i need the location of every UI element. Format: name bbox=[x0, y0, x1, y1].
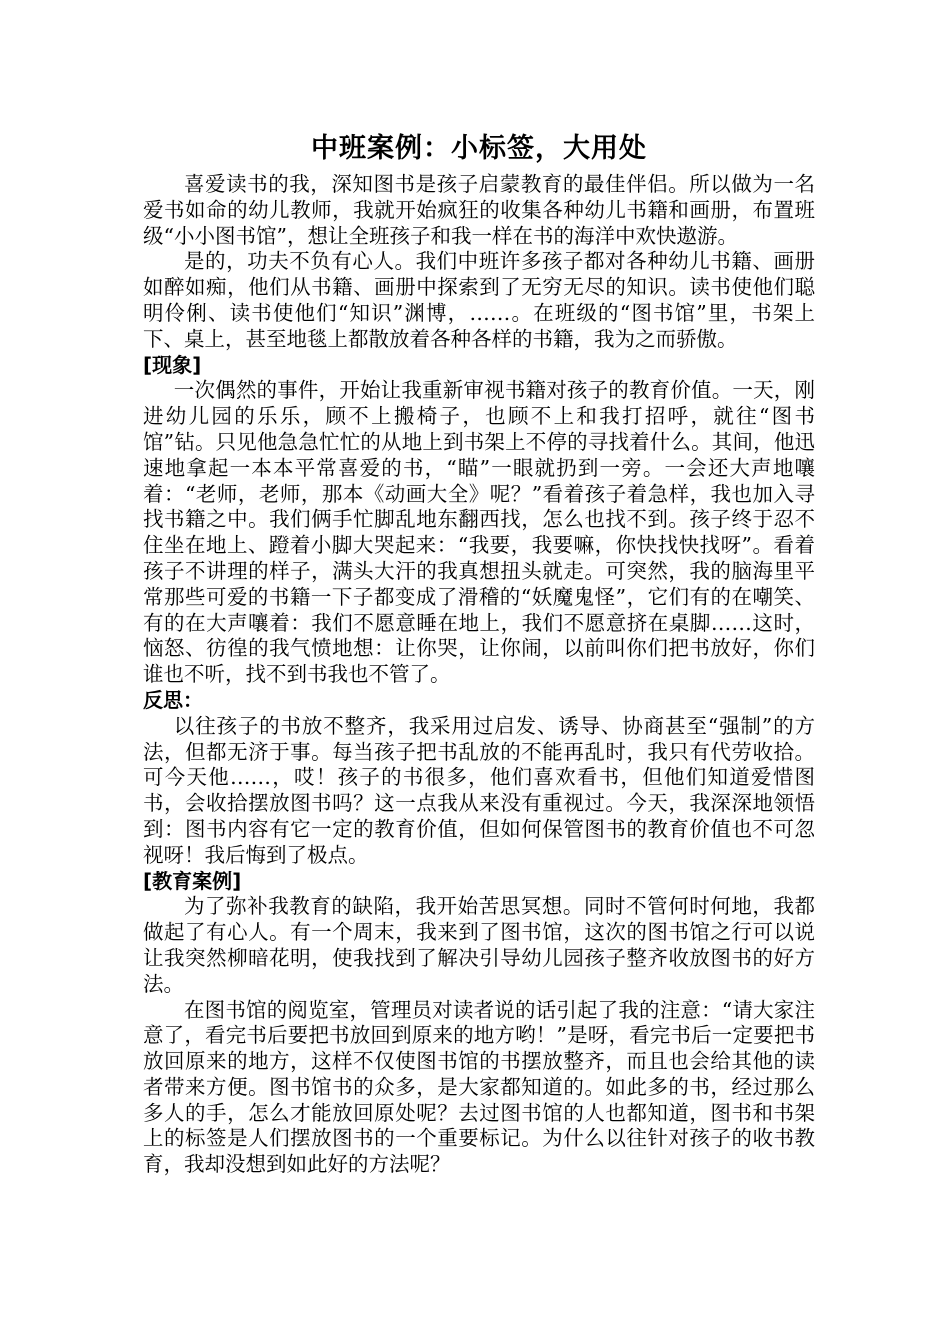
case-paragraph-1: 为了弥补我教育的缺陷，我开始苦思冥想。同时不管何时何地，我都做起了有心人。有一个周末，我来到了图书馆，这次的图书馆之行可以说让我突然柳暗花明，使我找到了解决引导幼儿园孩子整齐收放图书的好方法。 bbox=[143, 894, 815, 996]
intro-paragraph-1: 喜爱读书的我，深知图书是孩子启蒙教育的最佳伴侣。所以做为一名爱书如命的幼儿教师，我就开始疯狂的收集各种幼儿书籍和画册，布置班级“小小图书馆”，想让全班孩子和我一样在书的海洋中欢快遨游。 bbox=[143, 172, 815, 248]
case-paragraph-2: 在图书馆的阅览室，管理员对读者说的话引起了我的注意：“请大家注意了，看完书后要把书放回到原来的地方哟！”是呀，看完书后一定要把书放回原来的地方，这样不仅使图书馆的书摆放整齐，而且也会给其他的读者带来方便。图书馆书的众多，是大家都知道的。如此多的书，经过那么多人的手，怎么才能放回原处呢？去过图书馆的人也都知道，图书和书架上的标签是人们摆放图书的一个重要标记。为什么以往针对孩子的收书教育，我却没想到如此好的方法呢？ bbox=[143, 997, 815, 1177]
phenomenon-heading: [现象] bbox=[143, 352, 202, 377]
reflection-heading: 反思： bbox=[143, 687, 203, 712]
case-heading: [教育案例] bbox=[143, 868, 242, 893]
reflection-paragraph: 以往孩子的书放不整齐，我采用过启发、诱导、协商甚至“强制”的方法，但都无济于事。每当孩子把书乱放的不能再乱时，我只有代劳收拾。可今天他……，哎！孩子的书很多，他们喜欢看书，但他们知道爱惜图书，会收拾摆放图书吗？这一点我从来没有重视过。今天，我深深地领悟到：图书内容有它一定的教育价值，但如何保管图书的教育价值也不可忽视呀！我后悔到了极点。 bbox=[143, 713, 815, 867]
phenomenon-paragraph: 一次偶然的事件，开始让我重新审视书籍对孩子的教育价值。一天，刚进幼儿园的乐乐，顾不上搬椅子，也顾不上和我打招呼，就往“图书馆”钻。只见他急急忙忙的从地上到书架上不停的寻找着什么。其间，他迅速地拿起一本本平常喜爱的书，“瞄”一眼就扔到一旁。一会还大声地嚷着：“老师，老师，那本《动画大全》呢？”看着孩子着急样，我也加入寻找书籍之中。我们俩手忙脚乱地东翻西找，怎么也找不到。孩子终于忍不住坐在地上、蹬着小脚大哭起来：“我要，我要嘛，你快找快找呀”。看着孩子不讲理的样子，满头大汗的我真想扭头就走。可突然，我的脑海里平常那些可爱的书籍一下子都变成了滑稽的“妖魔鬼怪”，它们有的在嘲笑、有的在大声嚷着：我们不愿意睡在地上，我们不愿意挤在桌脚……这时，恼怒、彷徨的我气愤地想：让你哭，让你闹，以前叫你们把书放好，你们谁也不听，找不到书我也不管了。 bbox=[143, 378, 815, 687]
document-title: 中班案例：小标签，大用处 bbox=[311, 133, 647, 164]
document-page bbox=[143, 128, 815, 1178]
intro-paragraph-2: 是的，功夫不负有心人。我们中班许多孩子都对各种幼儿书籍、画册如醉如痴，他们从书籍、画册中探索到了无穷无尽的知识。读书使他们聪明伶俐、读书使他们“知识”渊博，……。在班级的“图书馆”里，书架上下、桌上，甚至地毯上都散放着各种各样的书籍，我为之而骄傲。 bbox=[143, 249, 815, 351]
